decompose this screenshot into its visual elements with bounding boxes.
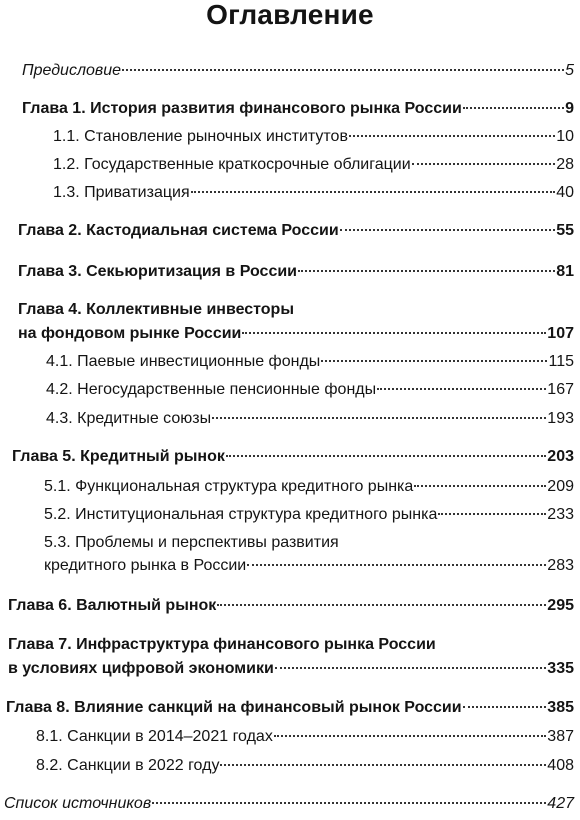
toc-page-number: 233 (547, 506, 574, 523)
toc-entry-chapter-7[interactable] (8, 659, 574, 679)
dot-leader (275, 667, 546, 669)
toc-page-number: 295 (547, 597, 574, 614)
toc-entry-section-4-3[interactable] (46, 409, 574, 429)
toc-page-number: 10 (556, 128, 574, 145)
toc-entry-label: 8.2. Санкции в 2022 году (36, 757, 220, 774)
toc-page-number: 9 (565, 100, 574, 117)
toc-entry-label: 5.2. Институциональная структура кредитного рынка (44, 506, 438, 523)
toc-entry-section-5-3-first-line: 5.3. Проблемы и перспективы развития (44, 534, 339, 551)
dot-leader (340, 229, 556, 231)
toc-entry-chapter-7-first-line: Глава 7. Инфраструктура финансового рынка России (8, 636, 436, 653)
toc-entry-sources[interactable] (4, 794, 574, 814)
toc-page-number: 427 (547, 795, 574, 812)
toc-entry-chapter-1[interactable] (22, 99, 574, 119)
toc-entry-label: Глава 2. Кастодиальная система России (18, 222, 339, 239)
dot-leader (226, 455, 546, 457)
dot-leader (274, 735, 546, 737)
dot-leader (152, 802, 546, 804)
toc-page-number: 209 (547, 478, 574, 495)
toc-entry-label: 1.1. Становление рыночных институтов (53, 128, 348, 145)
toc-entry-label: 4.1. Паевые инвестиционные фонды (46, 353, 321, 370)
toc-entry-chapter-4-first-line: Глава 4. Коллективные инвесторы (18, 301, 294, 318)
dot-leader (220, 764, 546, 766)
toc-page-number: 193 (547, 410, 574, 427)
toc-entry-label: Глава 1. История развития финансового рынка России (22, 100, 462, 117)
toc-page-number: 408 (547, 757, 574, 774)
dot-leader (414, 485, 546, 487)
toc-entry-section-1-2[interactable] (53, 155, 574, 175)
toc-entry-label: Глава 3. Секьюритизация в России (18, 263, 298, 280)
dot-leader (349, 135, 555, 137)
toc-entry-section-4-1[interactable] (46, 352, 574, 372)
toc-entry-section-5-2[interactable] (44, 505, 574, 525)
toc-page-number: 28 (556, 156, 574, 173)
toc-entry-label: 5.1. Функциональная структура кредитного рынка (44, 478, 414, 495)
toc-entry-chapter-8[interactable] (6, 698, 574, 718)
toc-entry-label: на фондовом рынке России (18, 325, 242, 342)
toc-entry-chapter-5[interactable] (12, 447, 574, 467)
toc-entry-label: 4.2. Негосударственные пенсионные фонды (46, 381, 377, 398)
toc-entry-label: Глава 6. Валютный рынок (8, 597, 217, 614)
toc-page-number: 81 (556, 263, 574, 280)
toc-entry-label: в условиях цифровой экономики (8, 660, 274, 677)
dot-leader (122, 69, 564, 71)
dot-leader (438, 513, 546, 515)
toc-entry-section-1-3[interactable] (53, 183, 574, 203)
toc-page-number: 387 (547, 728, 574, 745)
page-title: Оглавление (206, 0, 374, 30)
toc-entry-section-8-2[interactable] (36, 756, 574, 776)
toc-entry-label: Список источников (4, 795, 152, 812)
dot-leader (212, 417, 546, 419)
dot-leader (412, 163, 556, 165)
dot-leader (463, 107, 564, 109)
dot-leader (377, 388, 546, 390)
toc-entry-label: 1.2. Государственные краткосрочные облигации (53, 156, 411, 173)
toc-entry-label: 4.3. Кредитные союзы (46, 410, 212, 427)
dot-leader (298, 270, 555, 272)
dot-leader (463, 706, 547, 708)
toc-page-number: 283 (547, 557, 574, 574)
toc-page-number: 115 (548, 353, 574, 370)
toc-entry-preface[interactable] (22, 61, 574, 81)
toc-entry-section-8-1[interactable] (36, 727, 574, 747)
toc-entry-section-1-1[interactable] (53, 127, 574, 147)
toc-entry-chapter-6[interactable] (8, 596, 574, 616)
toc-entry-label: 1.3. Приватизация (53, 184, 190, 201)
toc-page-number: 167 (547, 381, 574, 398)
toc-entry-section-5-1[interactable] (44, 477, 574, 497)
toc-entry-label: Глава 5. Кредитный рынок (12, 448, 225, 465)
dot-leader (242, 332, 546, 334)
toc-page-number: 55 (556, 222, 574, 239)
toc-page-number: 5 (565, 62, 574, 79)
dot-leader (191, 191, 556, 193)
toc-entry-chapter-2[interactable] (18, 221, 574, 241)
toc-entry-label: Предисловие (22, 62, 122, 79)
toc-page-number: 107 (547, 325, 574, 342)
toc-entry-label: Глава 8. Влияние санкций на финансовый рынок России (6, 699, 462, 716)
toc-page-number: 203 (547, 448, 574, 465)
dot-leader (217, 604, 546, 606)
toc-page-number: 385 (547, 699, 574, 716)
toc-entry-chapter-3[interactable] (18, 262, 574, 282)
toc-page-number: 335 (547, 660, 574, 677)
dot-leader (321, 360, 547, 362)
toc-entry-label: 8.1. Санкции в 2014–2021 годах (36, 728, 273, 745)
dot-leader (247, 564, 546, 566)
toc-entry-chapter-4[interactable] (18, 324, 574, 344)
toc-entry-section-4-2[interactable] (46, 380, 574, 400)
toc-page-number: 40 (556, 184, 574, 201)
toc-entry-section-5-3[interactable] (44, 556, 574, 576)
toc-entry-label: кредитного рынка в России (44, 557, 247, 574)
